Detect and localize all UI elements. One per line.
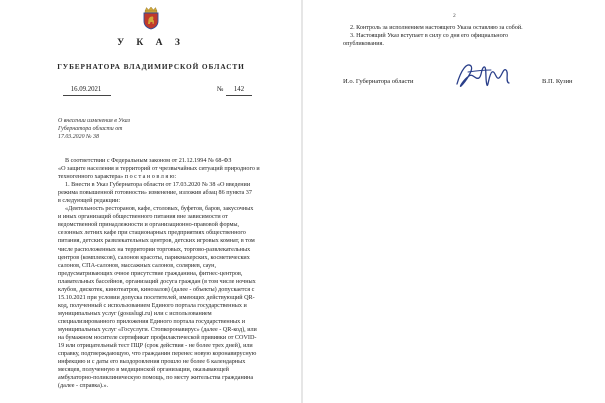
number-underline — [226, 95, 252, 96]
body-line: специализированного приложения Единого портала государственных и — [58, 318, 246, 325]
clause-line: 3. Настоящий Указ вступает в силу со дня его официального — [350, 33, 509, 40]
body-line: клубов, дискотек, кинотеатров, кинозалов) (далее - объекты) допускается с — [58, 286, 255, 293]
decree-date: 16.09.2021 — [70, 86, 102, 93]
body-line: В соответствии с Федеральным законом от 21.12.1994 № 68-ФЗ — [65, 158, 232, 164]
body-line: питания, детских развлекательных центров, детских игровых комнат, в том — [58, 238, 255, 245]
body-line: предусматривающих очное присутствие гражданина, фитнес-центров, — [58, 270, 243, 277]
body-line: 15.10.2021 при условии допуска посетителей, имеющих действующий QR- — [58, 294, 255, 301]
body-line: 19 или отрицательный тест ПЦР (срок действия - не более трех дней), или — [58, 343, 253, 350]
body-line: амбулаторно-поликлиническую помощь, по месту жительства гражданина — [58, 375, 254, 382]
body-line: ведомственной принадлежности и организационно-правовой формы, — [58, 222, 240, 229]
signatory-role: И.о. Губернатора области — [343, 78, 414, 85]
body-line: муниципальных услуг (gosuslugi.ru) или с использованием — [58, 310, 212, 317]
clause-line: опубликования. — [343, 41, 384, 48]
clause-line: 2. Контроль за исполнением настоящего Указа оставляю за собой. — [350, 25, 523, 31]
body-line: и иных организаций общественного питания вне зависимости от — [58, 214, 228, 221]
body-line: на бумажном носителе сертификат профилактической прививки от COVID- — [58, 335, 257, 342]
subject-line: О внесении изменения в Указ — [58, 118, 130, 124]
coat-of-arms-icon — [141, 6, 161, 30]
body-line: режима повышенной готовности» изменение, изложив абзац 86 пункта 37 — [58, 190, 252, 197]
decree-title: У К А З — [117, 38, 185, 48]
decree-page-2 — [303, 0, 605, 403]
subject-line: Губернатора области от — [58, 126, 123, 132]
body-line: 1. Внести в Указ Губернатора области от 17.03.2020 № 38 «О введении — [65, 182, 251, 189]
page-number: 2 — [453, 13, 456, 19]
body-line: (далее - справка).». — [58, 383, 109, 390]
body-line: «О защите населения и территорий от чрезвычайных ситуаций природного и — [58, 166, 260, 173]
body-line: месяцев, полученную в медицинской организации, оказывающей — [58, 367, 229, 374]
date-underline — [63, 95, 111, 96]
decree-page-1 — [0, 0, 302, 403]
body-line: числе расположенных на территории торговых, торгово-развлекательных — [58, 246, 251, 253]
issuer-line: ГУБЕРНАТОРА ВЛАДИМИРСКОЙ ОБЛАСТИ — [57, 62, 245, 71]
body-line: сезонных летних кафе при стационарных предприятиях общественного — [58, 230, 246, 237]
body-line: центров (комплексов), салонов красоты, парикмахерских, косметических — [58, 254, 250, 261]
decree-final-clauses — [343, 24, 595, 48]
body-line: справку, подтверждающую, что гражданин перенес новую коронавирусную — [58, 351, 257, 358]
body-line: код, полученный с использованием Единого портала государственных и — [58, 302, 247, 309]
body-line: плавательных бассейнов, организаций досуга граждан (в том числе ночных — [58, 278, 256, 285]
body-line: муниципальных услуг «Госуслуги. Стопкоронавирус» (далее - QR-код), или — [58, 326, 257, 333]
body-line: салонов, СПА-салонов, массажных салонов, соляриев, саун, — [58, 262, 216, 269]
decree-body — [58, 157, 294, 390]
decree-number: 142 — [233, 86, 245, 93]
body-line: в следующей редакции: — [58, 198, 121, 205]
subject-line: 17.03.2020 № 38 — [58, 134, 99, 140]
number-sign: № — [217, 86, 224, 93]
handwritten-signature — [451, 58, 515, 94]
body-line: «Деятельность ресторанов, кафе, столовых, буфетов, баров, закусочных — [65, 206, 254, 213]
body-line: инфекцию и с даты его выздоровления прошло не более 6 календарных — [58, 359, 246, 366]
body-line: техногенного характера» п о с т а н о в л я ю: — [58, 174, 177, 181]
decree-subject — [58, 117, 168, 141]
signatory-name: В.П. Кузин — [542, 78, 573, 85]
